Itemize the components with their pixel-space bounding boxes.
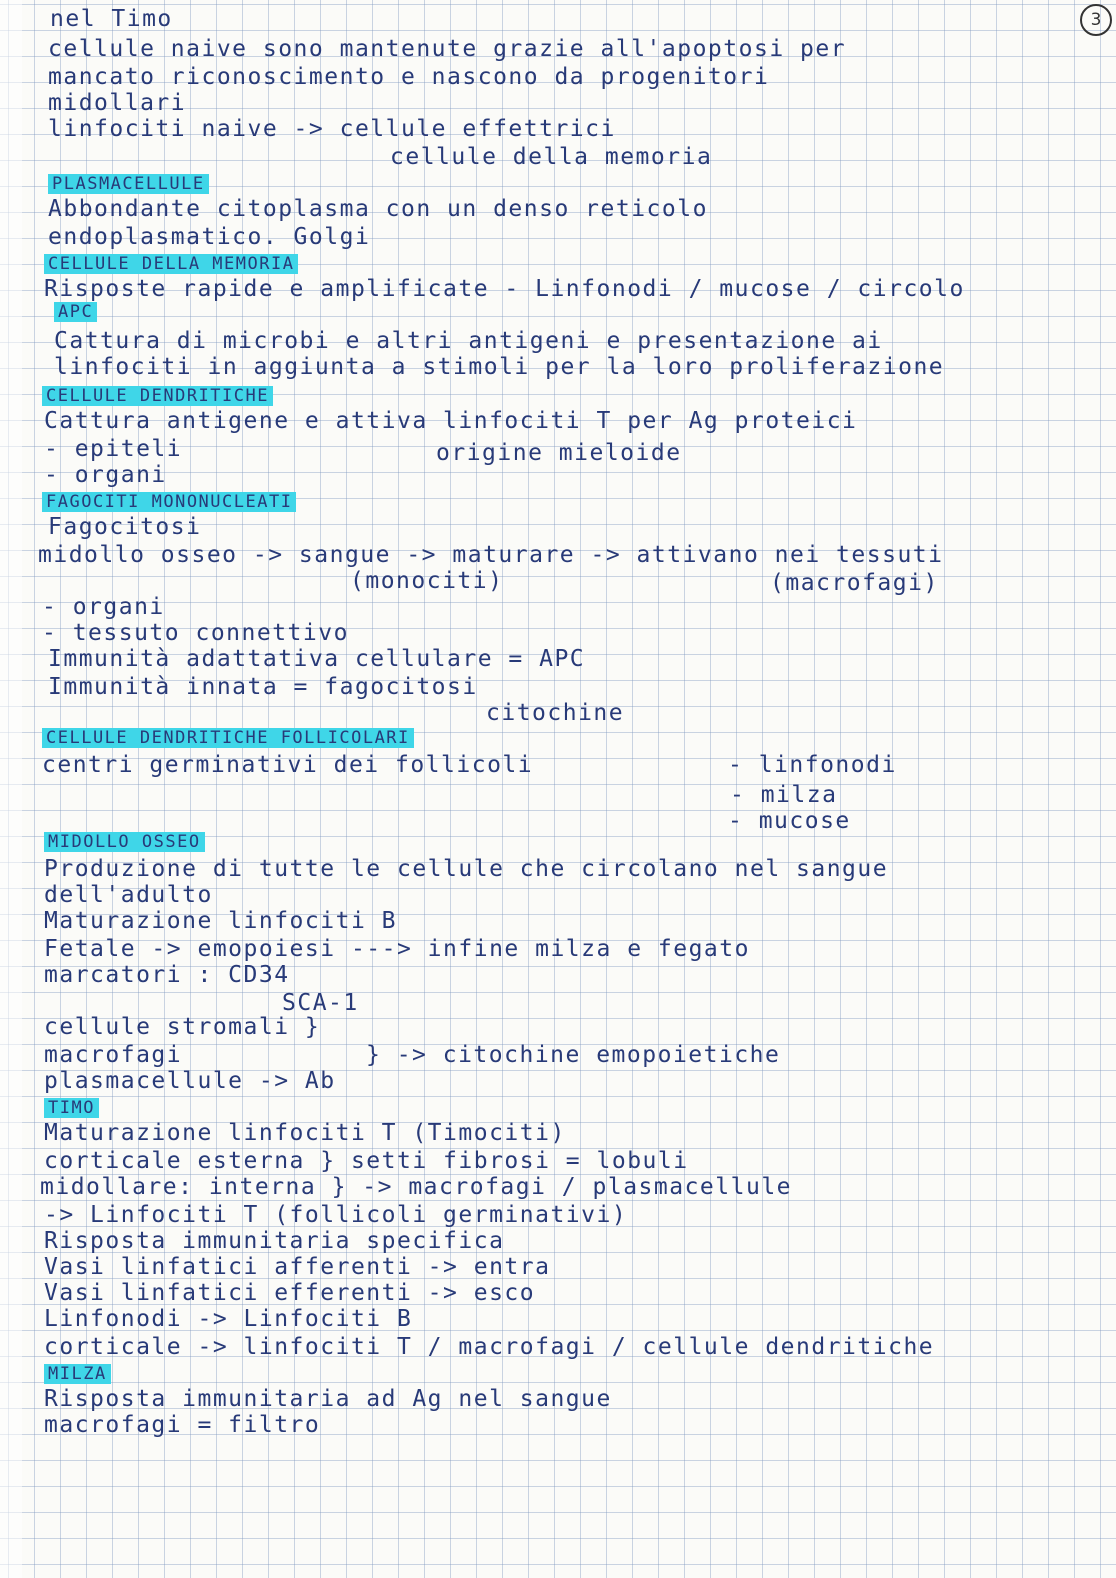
section-heading: CELLULE DENDRITICHE <box>42 386 273 406</box>
note-line: linfociti naive -> cellule effettrici <box>48 116 616 142</box>
note-line: dell'adulto <box>44 882 213 908</box>
note-line: mancato riconoscimento e nascono da progenitori <box>48 64 770 90</box>
note-line: - mucose <box>728 808 851 834</box>
note-line: } -> citochine emopoietiche <box>366 1042 781 1068</box>
section-heading: APC <box>54 302 97 322</box>
note-line: Immunità adattativa cellulare = APC <box>48 646 586 672</box>
note-line: midollare: interna } -> macrofagi / plasmacellule <box>40 1174 793 1200</box>
note-line: Maturazione linfociti B <box>44 908 397 934</box>
page-margin <box>0 0 22 1578</box>
note-line: Produzione di tutte le cellule che circolano nel sangue <box>44 856 889 882</box>
note-line: cellule naive sono mantenute grazie all'apoptosi per <box>48 36 847 62</box>
section-heading: MIDOLLO OSSEO <box>44 832 205 852</box>
note-line: -> Linfociti T (follicoli germinativi) <box>44 1202 628 1228</box>
note-line: plasmacellule -> Ab <box>44 1068 336 1094</box>
note-line: Risposta immunitaria ad Ag nel sangue <box>44 1386 612 1412</box>
note-line: cellule della memoria <box>390 144 713 170</box>
note-line: origine mieloide <box>436 440 682 466</box>
note-line: Vasi linfatici afferenti -> entra <box>44 1254 551 1280</box>
note-line: Vasi linfatici efferenti -> esco <box>44 1280 536 1306</box>
note-line: Abbondante citoplasma con un denso reticolo <box>48 196 708 222</box>
note-line: marcatori : CD34 <box>44 962 290 988</box>
note-line: endoplasmatico. Golgi <box>48 224 371 250</box>
note-line: Linfonodi -> Linfociti B <box>44 1306 413 1332</box>
note-line: - organi <box>42 594 165 620</box>
note-line: Cattura di microbi e altri antigeni e presentazione ai <box>54 328 883 354</box>
note-line: Fetale -> emopoiesi ---> infine milza e fegato <box>44 936 750 962</box>
section-heading: FAGOCITI MONONUCLEATI <box>42 492 296 512</box>
note-line: corticale -> linfociti T / macrofagi / cellule dendritiche <box>44 1334 935 1360</box>
note-line: Immunità innata = fagocitosi <box>48 674 478 700</box>
note-line: (monociti) <box>350 568 504 594</box>
note-line: Risposte rapide e amplificate - Linfonodi / mucose / circolo <box>44 276 965 302</box>
note-line: nel Timo <box>50 6 173 32</box>
note-line: citochine <box>486 700 625 726</box>
note-line: Cattura antigene e attiva linfociti T per Ag proteici <box>44 408 858 434</box>
note-line: midollari <box>48 90 187 116</box>
note-line: Risposta immunitaria specifica <box>44 1228 505 1254</box>
section-heading: CELLULE DELLA MEMORIA <box>44 254 298 274</box>
note-line: - tessuto connettivo <box>42 620 349 646</box>
note-line: macrofagi <box>44 1042 183 1068</box>
section-heading: MILZA <box>44 1364 111 1384</box>
note-line: cellule stromali } <box>44 1014 321 1040</box>
note-line: linfociti in aggiunta a stimoli per la loro proliferazione <box>54 354 945 380</box>
section-heading: PLASMACELLULE <box>48 174 209 194</box>
page-number: 3 <box>1080 4 1112 36</box>
note-line: - organi <box>44 462 167 488</box>
note-line: SCA-1 <box>282 990 359 1016</box>
note-line: midollo osseo -> sangue -> maturare -> attivano nei tessuti <box>38 542 944 568</box>
note-line: Maturazione linfociti T (Timociti) <box>44 1120 566 1146</box>
note-line: corticale esterna } setti fibrosi = lobuli <box>44 1148 689 1174</box>
note-line: - linfonodi <box>728 752 897 778</box>
note-line: - milza <box>730 782 838 808</box>
note-line: (macrofagi) <box>770 570 939 596</box>
note-line: centri germinativi dei follicoli <box>42 752 534 778</box>
section-heading: TIMO <box>44 1098 99 1118</box>
note-line: macrofagi = filtro <box>44 1412 321 1438</box>
section-heading: CELLULE DENDRITICHE FOLLICOLARI <box>42 728 414 748</box>
note-line: - epiteli <box>44 436 183 462</box>
note-line: Fagocitosi <box>48 514 202 540</box>
